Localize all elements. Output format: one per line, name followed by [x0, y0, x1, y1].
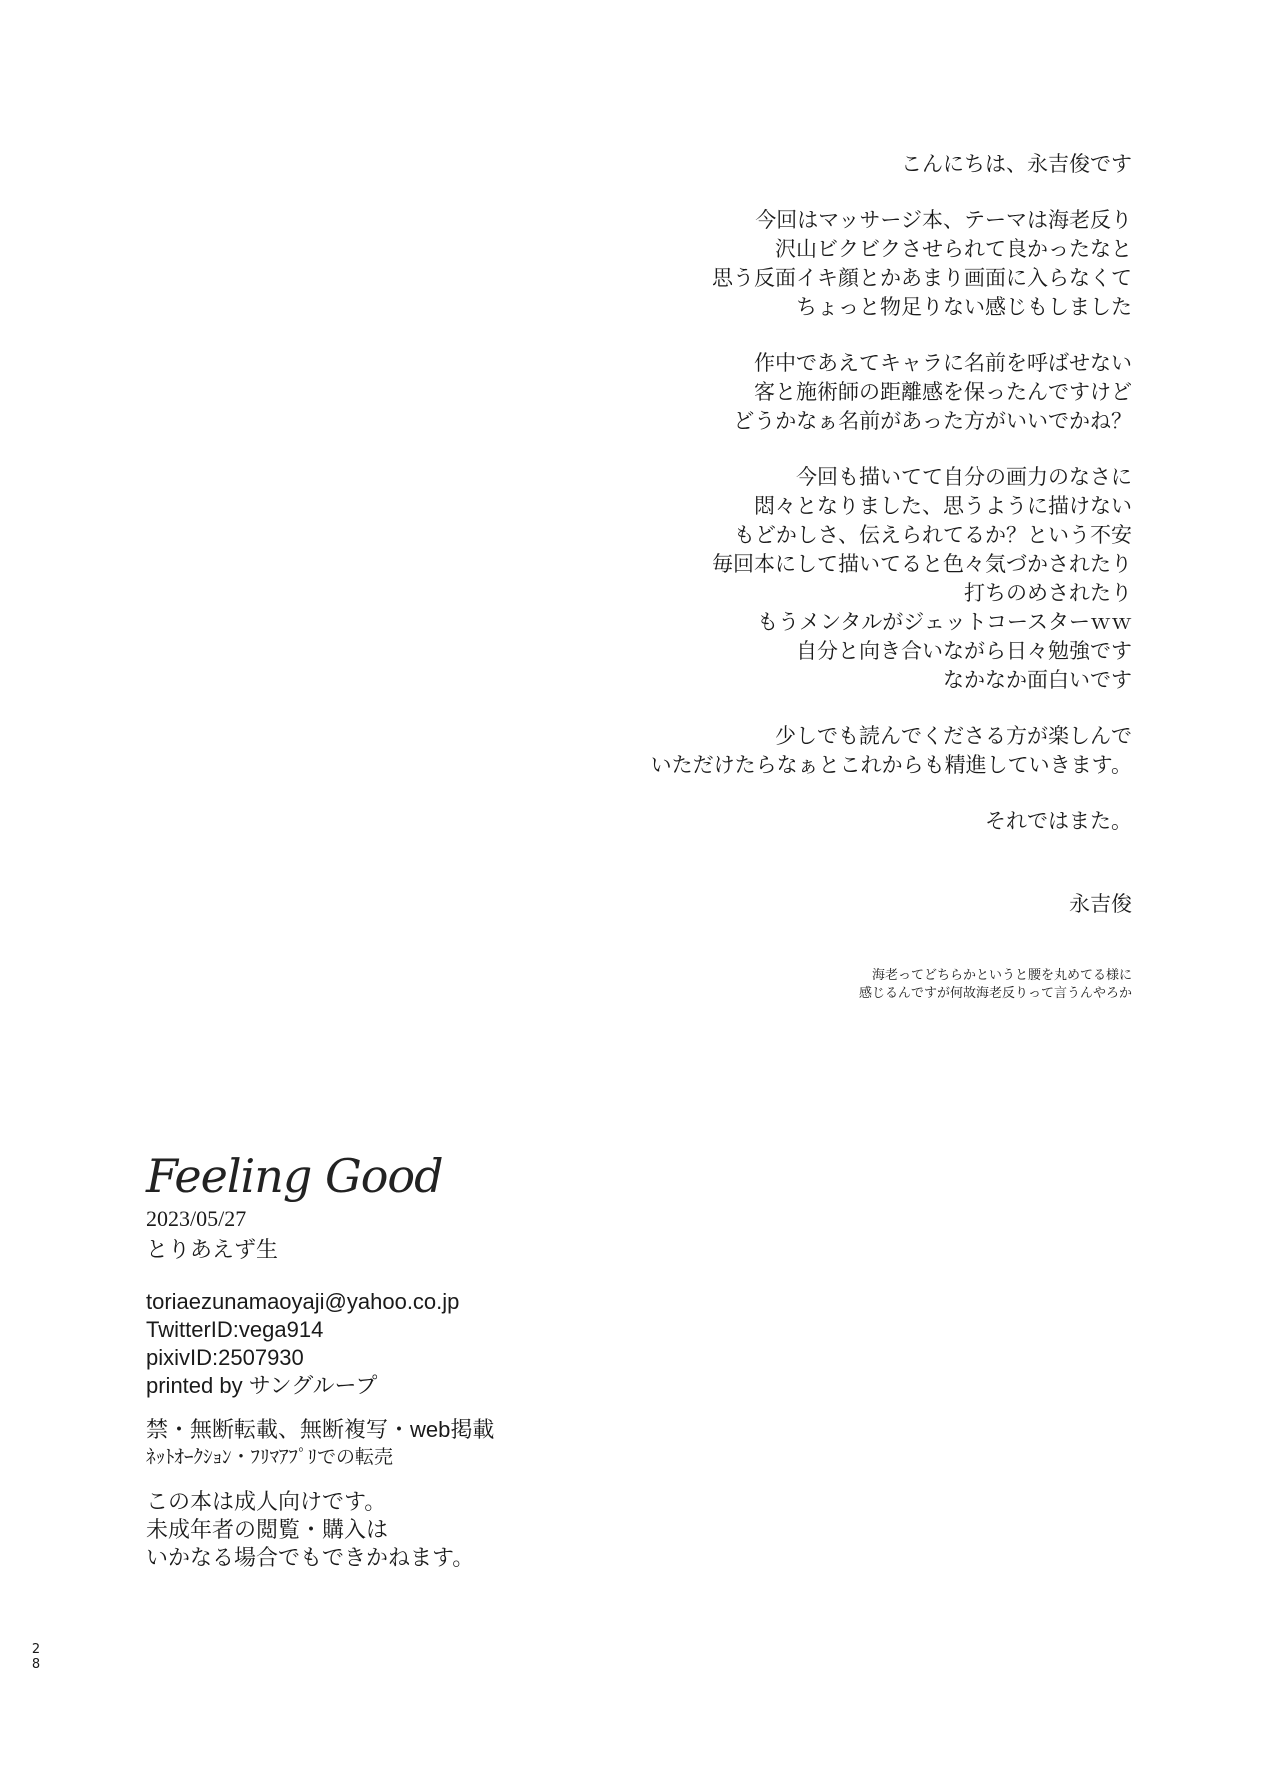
afterword — [512, 150, 1132, 1003]
text-line: 毎回本にして描いてると色々気づかされたり — [712, 552, 1132, 576]
footnote-line: 感じるんですが何故海老反りって言うんやろか — [858, 986, 1132, 1001]
text-line: もどかしさ、伝えられてるか？という不安 — [733, 523, 1132, 547]
afterword-paragraph-1 — [512, 206, 1132, 322]
afterword-paragraph-4 — [512, 722, 1132, 780]
page-number-digit: 2 — [31, 1642, 41, 1657]
prohibition-line: 禁・無断転載、無断複写・web掲載 — [146, 1417, 495, 1442]
author-signature: 永吉俊 — [1069, 892, 1132, 916]
text-line: いただけたらなぁとこれからも精進していきます。 — [650, 753, 1132, 777]
greeting-line: こんにちは、永吉俊です — [901, 152, 1132, 176]
age-restriction-notice — [146, 1488, 666, 1572]
text-line: ちょっと物足りない感じもしました — [796, 295, 1132, 319]
age-notice-line: 未成年者の閲覧・購入は — [146, 1517, 389, 1542]
text-line: 客と施術師の距離感を保ったんですけど — [754, 380, 1132, 404]
text-line: どうかなぁ名前があった方がいいでかね？ — [733, 409, 1132, 433]
circle-name: とりあえず生 — [146, 1238, 279, 1263]
closing — [512, 807, 1132, 836]
greeting — [512, 150, 1132, 179]
text-line: 打ちのめされたり — [964, 581, 1132, 605]
text-line: 沢山ビクビクさせられて良かったなと — [775, 237, 1132, 261]
text-line: なかなか面白いです — [943, 668, 1132, 692]
pixiv-id: pixivID:2507930 — [146, 1345, 304, 1370]
twitter-id: TwitterID:vega914 — [146, 1317, 324, 1342]
publication-date: 2023/05/27 — [146, 1206, 247, 1231]
text-line: 自分と向き合いながら日々勉強です — [796, 639, 1132, 663]
prohibitions-notice — [146, 1416, 666, 1472]
text-line: 今回はマッサージ本、テーマは海老反り — [755, 208, 1132, 232]
text-line: 作中であえてキャラに名前を呼ばせない — [754, 351, 1132, 375]
contact-info — [146, 1288, 666, 1400]
afterword-paragraph-2 — [512, 349, 1132, 436]
age-notice-line: いかなる場合でもできかねます。 — [146, 1545, 475, 1570]
page-number — [30, 1642, 42, 1672]
age-notice-line: この本は成人向けです。 — [146, 1489, 387, 1514]
afterword-paragraph-3 — [512, 463, 1132, 695]
text-line: 思う反面イキ顔とかあまり画面に入らなくて — [712, 266, 1132, 290]
closing-line: それではまた。 — [985, 809, 1132, 833]
email-address: toriaezunamaoyaji@yahoo.co.jp — [146, 1289, 460, 1314]
footnote-line: 海老ってどちらかというと腰を丸めてる様に — [871, 968, 1132, 983]
text-line: 今回も描いてて自分の画力のなさに — [796, 465, 1132, 489]
footnote — [512, 967, 1132, 1003]
book-title: Feeling Good — [146, 1149, 443, 1203]
text-line: 悶々となりました、思うように描けない — [754, 494, 1132, 518]
prohibition-line: ﾈｯﾄｵｰｸｼｮﾝ・ﾌﾘﾏｱﾌﾟﾘでの転売 — [146, 1447, 394, 1468]
printer-credit: printed by サングループ — [146, 1373, 378, 1398]
page-number-digit: 8 — [31, 1657, 41, 1672]
colophon — [146, 1150, 666, 1588]
text-line: 少しでも読んでくださる方が楽しんで — [775, 724, 1132, 748]
text-line: もうメンタルがジェットコースターｗｗ — [757, 610, 1132, 634]
signature — [512, 890, 1132, 919]
